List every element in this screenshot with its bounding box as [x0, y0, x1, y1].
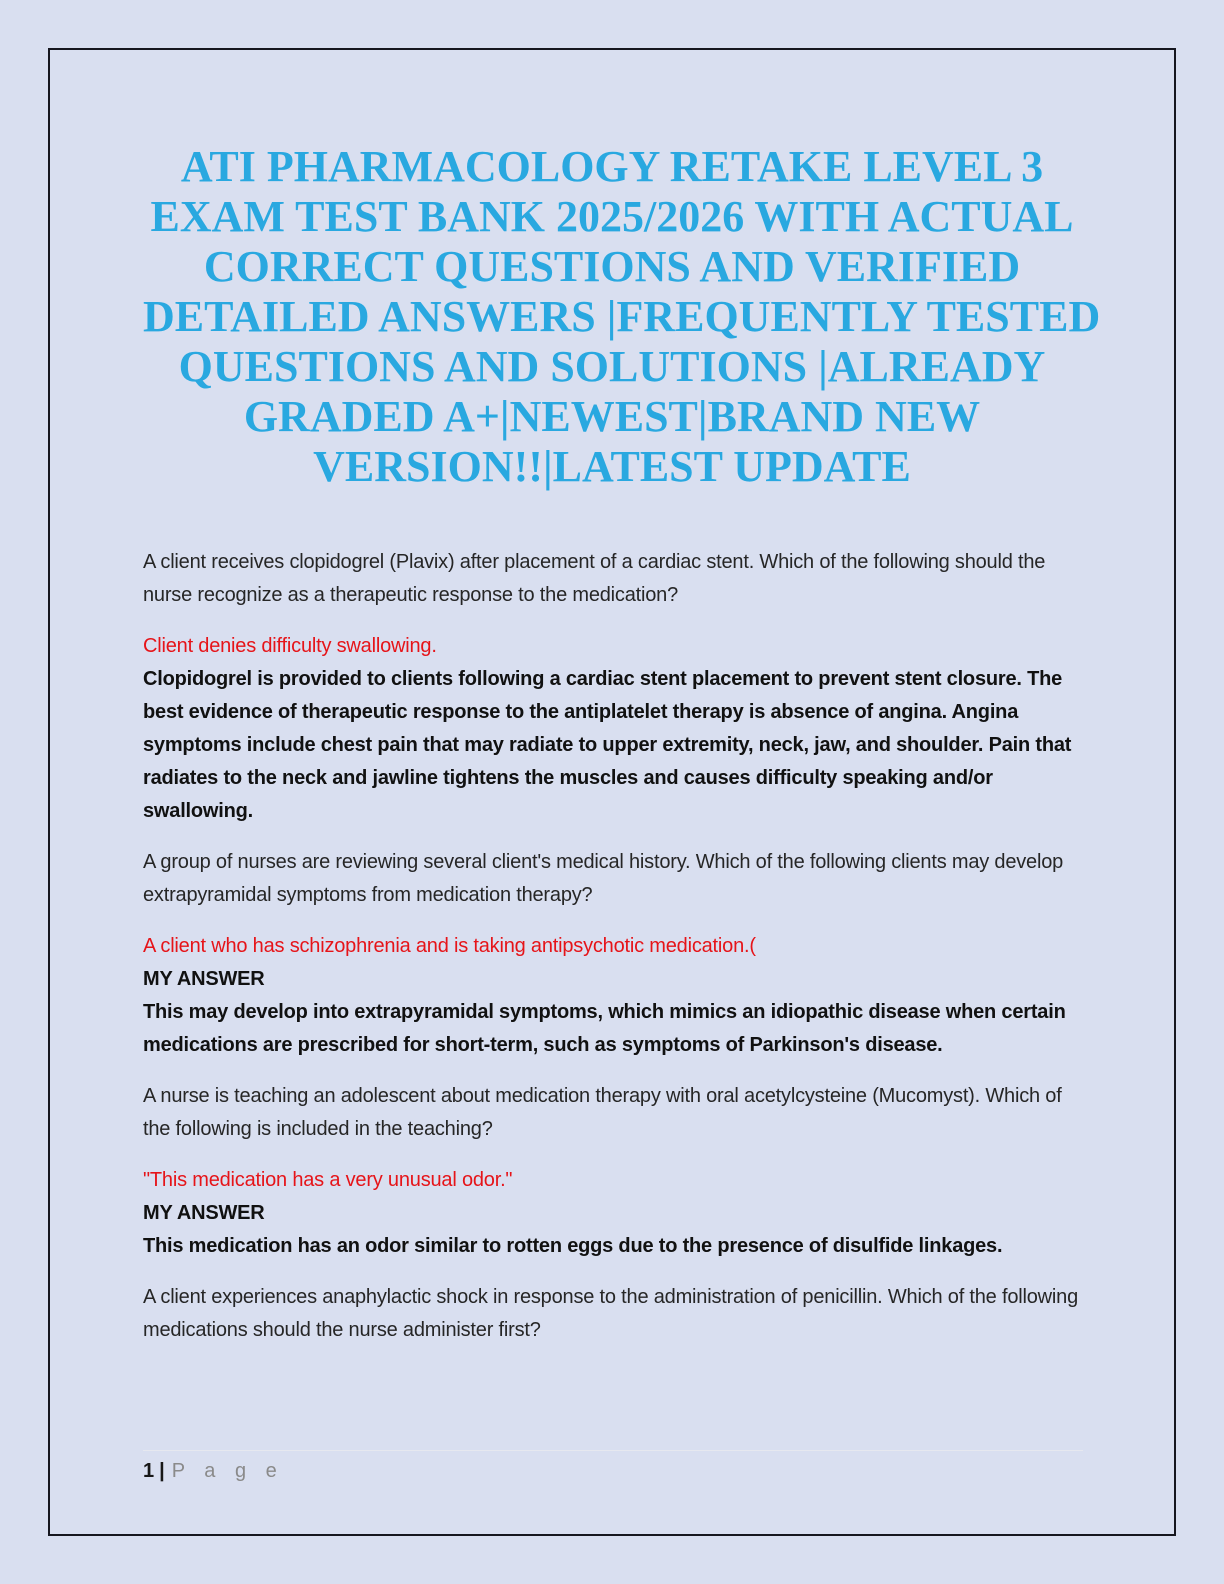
page-footer [143, 1450, 1083, 1483]
answer-1-text: Client denies difficulty swallowing. [143, 635, 437, 657]
answer-2-explanation: This may develop into extrapyramidal symptoms, which mimics an idiopathic disease when certain medications are prescribed for short-term, such as symptoms of Parkinson's disease. [143, 1001, 1066, 1056]
title-line-7: VERSION!!|LATEST UPDATE [313, 442, 911, 491]
page-number: 1 [143, 1460, 155, 1482]
question-1: A client receives clopidogrel (Plavix) after placement of a cardiac stent. Which of the following should the nurse recognize as a therapeutic response to the medication? [143, 551, 1046, 606]
title-line-6: GRADED A+|NEWEST|BRAND NEW [243, 392, 981, 441]
title-line-1: ATI PHARMACOLOGY RETAKE LEVEL 3 [180, 142, 1044, 191]
answer-2-label: MY ANSWER [143, 968, 265, 990]
answer-3-explanation: This medication has an odor similar to rotten eggs due to the presence of disulfide linkages. [143, 1235, 1003, 1257]
answer-2-text: A client who has schizophrenia and is taking antipsychotic medication.( [143, 935, 756, 957]
question-4: A client experiences anaphylactic shock in response to the administration of penicillin. Which of the following medications should the nurse administer first? [143, 1286, 1078, 1341]
answer-block-1 [143, 630, 1084, 828]
title-line-3: CORRECT QUESTIONS AND VERIFIED [203, 242, 1021, 291]
footer-page-label: P a g e [171, 1460, 284, 1482]
footer-text [143, 1460, 1083, 1483]
document-body [143, 546, 1084, 1365]
title-line-4: DETAILED ANSWERS |FREQUENTLY TESTED [143, 292, 1101, 341]
answer-1-explanation: Clopidogrel is provided to clients following a cardiac stent placement to prevent stent closure. The best evidence of therapeutic response to the antiplatelet therapy is absence of angina. Angina symptoms include chest pain that may radiate to upper extremity, neck, jaw, and shoulder. Pain that radiates to the neck and jawline tightens the muscles and causes difficulty speaking and/or swallowing. [143, 668, 1072, 822]
footer-separator: | [159, 1460, 165, 1482]
answer-block-3 [143, 1164, 1084, 1263]
answer-3-text: "This medication has a very unusual odor." [143, 1169, 513, 1191]
title-line-2: EXAM TEST BANK 2025/2026 WITH ACTUAL [150, 192, 1074, 241]
answer-block-2 [143, 930, 1084, 1062]
document-title [143, 142, 1101, 492]
title-line-5: QUESTIONS AND SOLUTIONS |ALREADY [178, 342, 1046, 391]
footer-divider [143, 1450, 1083, 1451]
question-2: A group of nurses are reviewing several client's medical history. Which of the following clients may develop extrapyramidal symptoms from medication therapy? [143, 851, 1064, 906]
answer-3-label: MY ANSWER [143, 1202, 265, 1224]
question-3: A nurse is teaching an adolescent about medication therapy with oral acetylcysteine (Mucomyst). Which of the following is included in the teaching? [143, 1085, 1062, 1140]
